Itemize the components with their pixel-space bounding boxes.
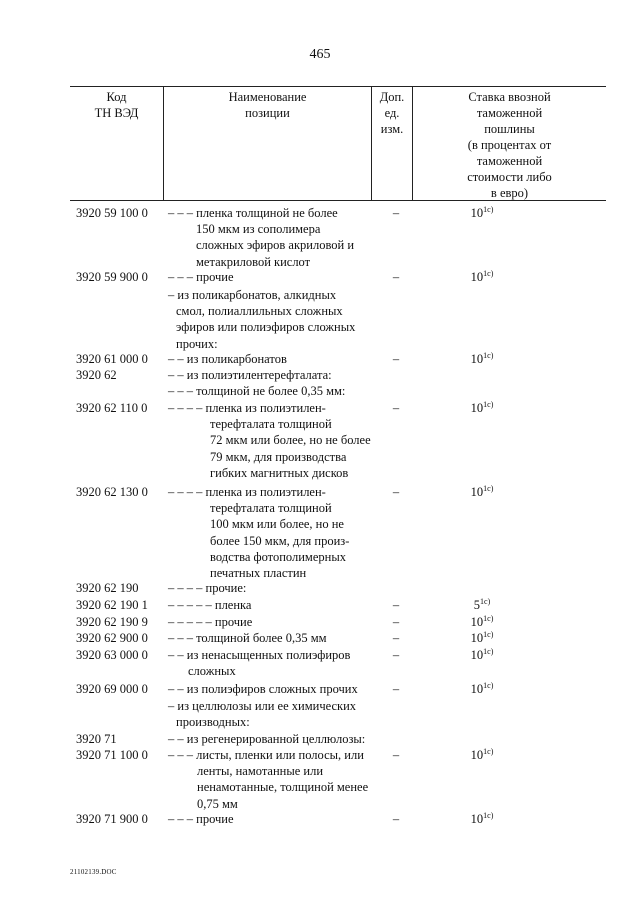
duty-rate-value: 10	[470, 682, 484, 696]
duty-rate-note: 1с)	[483, 205, 494, 214]
commodity-description	[168, 614, 252, 630]
description-line: – из целлюлозы или ее химических	[168, 699, 357, 713]
description-line: метакриловой кислот	[196, 254, 311, 269]
duty-rate-value: 10	[470, 615, 484, 629]
commodity-code: 3920 62	[76, 368, 117, 382]
description-line: смол, полиаллильных сложных	[176, 304, 343, 319]
duty-rate	[452, 614, 512, 630]
unit-dash: –	[392, 598, 400, 612]
description-line: – из поликарбонатов, алкидных	[168, 288, 337, 302]
description-line: – – – толщиной не более 0,35 мм:	[168, 384, 346, 398]
duty-rate	[452, 747, 512, 763]
unit-dash: –	[392, 682, 400, 696]
description-line: печатных пластин	[210, 566, 307, 581]
duty-rate-note: 1с)	[483, 647, 494, 656]
description-line: – – из регенерированной целлюлозы:	[168, 732, 366, 746]
description-line: 79 мкм, для производства	[210, 449, 347, 464]
duty-rate	[452, 597, 512, 613]
description-line: 0,75 мм	[197, 796, 238, 811]
commodity-description	[168, 400, 371, 481]
duty-rate-note: 1с)	[483, 614, 494, 623]
header-name: Наименование позиции	[228, 90, 307, 120]
unit-dash: –	[392, 648, 400, 662]
duty-rate-value: 10	[470, 748, 484, 762]
unit-dash: –	[392, 615, 400, 629]
commodity-description	[168, 269, 234, 285]
unit-dash: –	[392, 485, 400, 499]
description-line: – – из ненасыщенных полиэфиров	[168, 648, 351, 662]
unit-dash: –	[392, 812, 400, 826]
header-code: Код ТН ВЭД	[94, 90, 139, 120]
duty-rate-value: 10	[470, 206, 484, 220]
description-line: – – – прочие	[168, 812, 234, 826]
description-line: 150 мкм из сополимера	[196, 222, 321, 237]
duty-rate-note: 1с)	[483, 811, 494, 820]
description-line: производных:	[176, 715, 250, 730]
description-line: – – – пленка толщиной не более	[168, 206, 338, 220]
description-line: – – из поликарбонатов	[168, 352, 287, 366]
description-line: – – из полиэфиров сложных прочих	[168, 682, 358, 696]
description-line: – – – листы, пленки или полосы, или	[168, 748, 364, 762]
duty-rate-note: 1с)	[483, 269, 494, 278]
description-line: эфиров или полиэфиров сложных	[176, 320, 356, 335]
commodity-description	[168, 597, 251, 613]
description-line: 100 мкм или более, но не	[210, 517, 344, 532]
duty-rate	[452, 647, 512, 663]
duty-rate-note: 1с)	[483, 351, 494, 360]
description-line: ненамотанные, толщиной менее	[197, 780, 369, 795]
description-line: гибких магнитных дисков	[210, 465, 349, 480]
duty-rate-note: 1с)	[483, 400, 494, 409]
document-filename: 21102139.DOC	[70, 868, 117, 876]
duty-rate-value: 10	[470, 401, 484, 415]
commodity-code: 3920 61 000 0	[76, 352, 148, 366]
duty-rate	[452, 205, 512, 221]
commodity-code: 3920 62 190	[76, 581, 139, 595]
description-line: – – – – пленка из полиэтилен-	[168, 485, 326, 499]
commodity-code: 3920 59 900 0	[76, 270, 148, 284]
unit-dash: –	[392, 631, 400, 645]
unit-dash: –	[392, 352, 400, 366]
commodity-description	[168, 647, 350, 679]
commodity-description	[168, 484, 349, 581]
duty-rate	[452, 351, 512, 367]
commodity-code: 3920 69 000 0	[76, 682, 148, 696]
duty-rate	[452, 630, 512, 646]
commodity-code: 3920 71 100 0	[76, 748, 148, 762]
header-rate: Ставка ввозной таможенной пошлины (в процентах от таможенной стоимости либо в евро)	[467, 90, 552, 200]
description-line: – – – – – прочие	[168, 615, 253, 629]
description-line: – – из полиэтилентерефталата:	[168, 368, 332, 382]
commodity-description	[168, 580, 246, 596]
duty-rate	[452, 681, 512, 697]
commodity-code: 3920 71 900 0	[76, 812, 148, 826]
duty-rate	[452, 484, 512, 500]
commodity-description	[168, 205, 354, 270]
commodity-code: 3920 62 190 9	[76, 615, 148, 629]
commodity-code: 3920 62 130 0	[76, 485, 148, 499]
commodity-code: 3920 62 110 0	[76, 401, 148, 415]
description-line: – – – толщиной более 0,35 мм	[168, 631, 327, 645]
duty-rate-value: 10	[470, 631, 484, 645]
duty-rate	[452, 400, 512, 416]
description-line: 72 мкм или более, но не более	[210, 433, 371, 448]
commodity-description	[168, 747, 368, 812]
commodity-description	[168, 731, 365, 747]
description-line: прочих:	[176, 336, 218, 351]
description-line: терефталата толщиной	[210, 501, 332, 516]
commodity-code: 3920 71	[76, 732, 117, 746]
description-line: терефталата толщиной	[210, 417, 332, 432]
duty-rate-value: 10	[470, 270, 484, 284]
commodity-description	[168, 367, 332, 383]
commodity-code: 3920 63 000 0	[76, 648, 148, 662]
unit-dash: –	[392, 206, 400, 220]
description-line: – – – – пленка из полиэтилен-	[168, 401, 326, 415]
page-number: 465	[309, 47, 331, 62]
header-unit: Доп. ед. изм.	[379, 90, 405, 136]
description-line: водства фотополимерных	[210, 549, 346, 564]
duty-rate-note: 1с)	[480, 597, 491, 606]
commodity-code: 3920 62 190 1	[76, 598, 148, 612]
unit-dash: –	[392, 270, 400, 284]
description-line: сложных эфиров акриловой и	[196, 238, 355, 253]
duty-rate	[452, 269, 512, 285]
description-line: – – – прочие	[168, 270, 234, 284]
duty-rate-note: 1с)	[483, 681, 494, 690]
commodity-description	[168, 681, 358, 697]
duty-rate-value: 10	[470, 352, 484, 366]
commodity-description	[168, 383, 345, 399]
commodity-description	[168, 287, 355, 352]
description-line: ленты, намотанные или	[197, 764, 324, 779]
duty-rate-note: 1с)	[483, 747, 494, 756]
description-line: более 150 мкм, для произ-	[210, 533, 350, 548]
duty-rate	[452, 811, 512, 827]
duty-rate-note: 1с)	[483, 484, 494, 493]
table-top-rule	[70, 86, 606, 87]
description-line: – – – – – пленка	[168, 598, 252, 612]
duty-rate-value: 10	[470, 812, 484, 826]
duty-rate-value: 10	[470, 485, 484, 499]
unit-dash: –	[392, 401, 400, 415]
commodity-description	[168, 811, 234, 827]
duty-rate-note: 1с)	[483, 630, 494, 639]
unit-dash: –	[392, 748, 400, 762]
commodity-code: 3920 59 100 0	[76, 206, 148, 220]
commodity-description	[168, 351, 287, 367]
description-line: – – – – прочие:	[168, 581, 247, 595]
duty-rate-value: 5	[473, 598, 481, 612]
commodity-description	[168, 698, 356, 730]
duty-rate-value: 10	[470, 648, 484, 662]
description-line: сложных	[188, 664, 236, 679]
commodity-code: 3920 62 900 0	[76, 631, 148, 645]
commodity-description	[168, 630, 327, 646]
